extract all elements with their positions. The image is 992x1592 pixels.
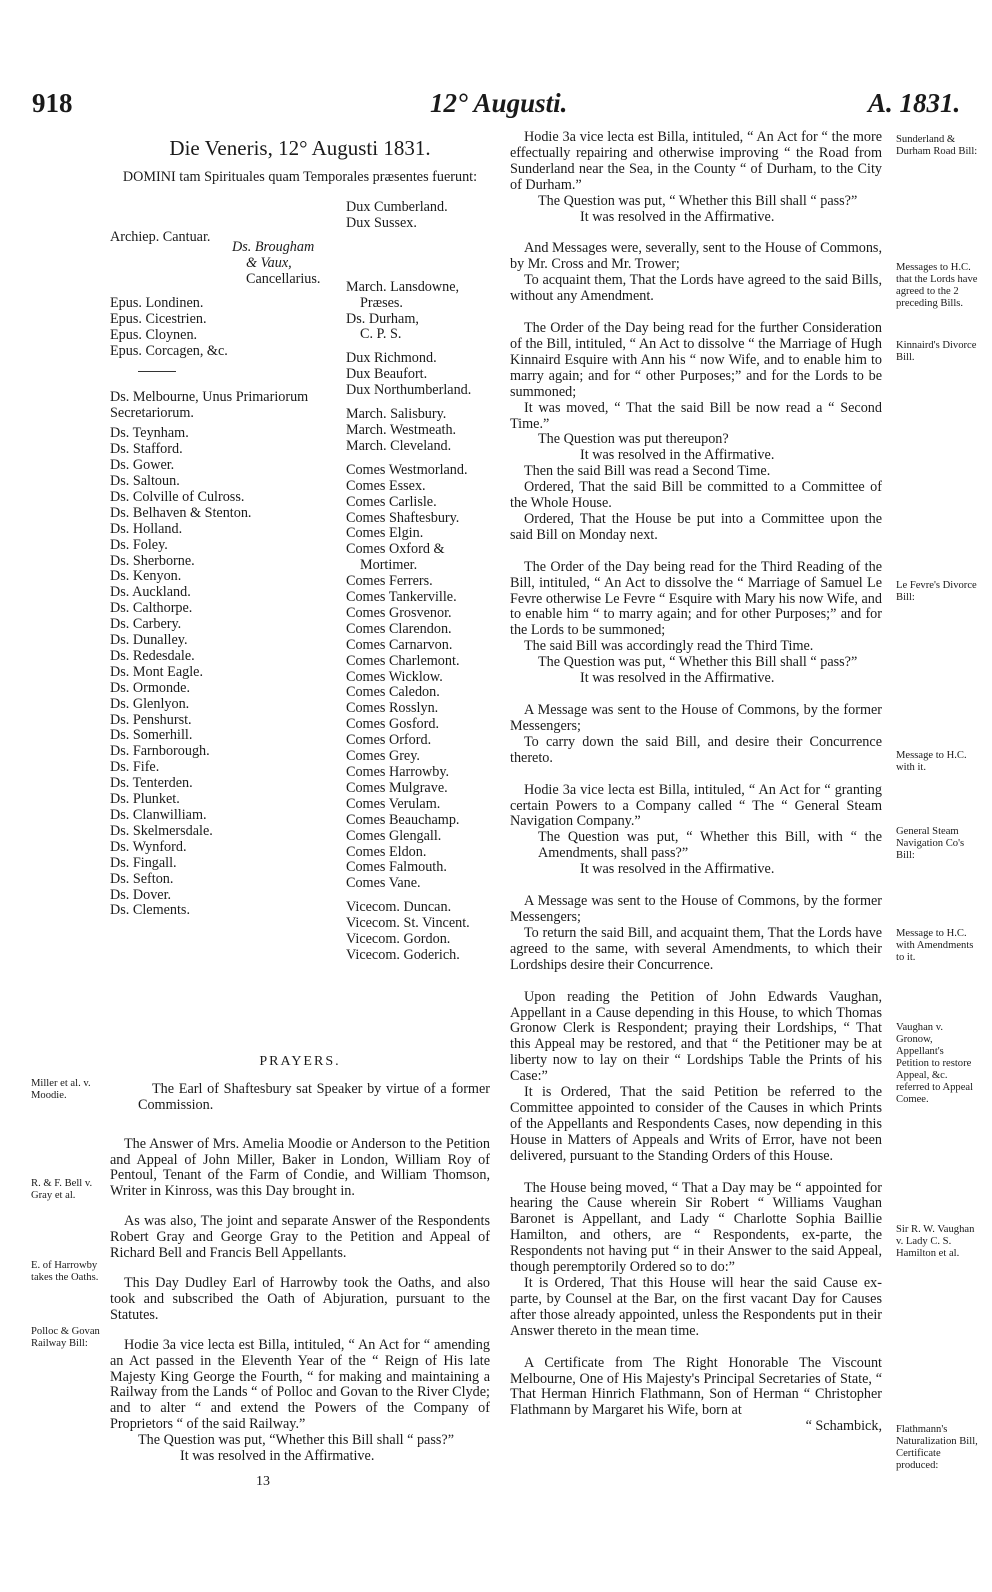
- margin-note-hamilton: Sir R. W. Vaughan v. Lady C. S. Hamilton et al.: [896, 1224, 975, 1259]
- lords-present: [110, 198, 490, 963]
- lord-entry: Comes Beauchamp.: [346, 811, 460, 828]
- lord-entry: Ds. Brougham: [232, 238, 315, 255]
- lord-entry: Ds. Mont Eagle.: [110, 663, 203, 680]
- lord-entry: Comes Tankerville.: [346, 589, 457, 606]
- lord-entry: Epus. Cloynen.: [110, 326, 198, 343]
- margin-note-lefevre: Le Fevre's Divorce Bill:: [896, 580, 977, 603]
- lord-entry: Comes Grey.: [346, 748, 420, 765]
- lord-entry: Cancellarius.: [246, 270, 321, 287]
- margin-note-bell: R. & F. Bell v. Gray et al.: [31, 1178, 93, 1201]
- lord-entry: Comes Falmouth.: [346, 859, 447, 876]
- lord-entry: Ds. Holland.: [110, 520, 183, 537]
- lord-entry: March. Westmeath.: [346, 421, 457, 438]
- sunderland-entry: Hodie 3a vice lecta est Billa, intituled, “ An Act for “ the more effectually repairing and otherwise improving “ the Road from Sunderland near the Sea, in the County “ of Durham, to the City of Durham.”: [510, 129, 882, 193]
- lord-entry: Præses.: [360, 294, 403, 311]
- message-amend-entry: A Message was sent to the House of Commons, by the former Messengers;: [510, 893, 882, 925]
- kinnaird-committee: Ordered, That the House be put into a Committee upon the said Bill on Monday next.: [510, 510, 882, 543]
- lord-entry: Dux Northumberland.: [346, 382, 472, 399]
- messages-entry: And Messages were, severally, sent to the House of Commons, by Mr. Cross and Mr. Trower;: [510, 240, 882, 273]
- lord-entry: Ds. Somerhill.: [110, 727, 193, 744]
- steam-question: The Question was put, “ Whether this Bill, with “ the Amendments, shall pass?”: [538, 829, 882, 862]
- lord-entry: Comes Oxford &: [346, 541, 445, 558]
- lord-entry: Comes Essex.: [346, 477, 426, 494]
- lord-entry: Ds. Calthorpe.: [110, 600, 193, 617]
- lord-entry: Ds. Clements.: [110, 902, 190, 919]
- lord-entry: Ds. Wynford.: [110, 838, 187, 855]
- lord-entry: Ds. Durham,: [346, 310, 419, 327]
- lefevre-result: It was resolved in the Affirmative.: [580, 670, 775, 687]
- margin-note-message-hc: Message to H.C. with it.: [896, 750, 967, 773]
- kinnaird-result: It was resolved in the Affirmative.: [580, 447, 775, 464]
- lord-entry: Ds. Kenyon.: [110, 568, 182, 585]
- harrowby-entry: This Day Dudley Earl of Harrowby took the Oaths, and also took and subscribed the Oath of Abjuration, pursuant to the Statutes.: [110, 1274, 490, 1323]
- lefevre-question: The Question was put, “ Whether this Bill shall “ pass?”: [538, 654, 858, 671]
- catchword: “ Schambick,: [805, 1418, 882, 1435]
- lord-entry: & Vaux,: [246, 254, 292, 271]
- vaughan-entry: Upon reading the Petition of John Edwards Vaughan, Appellant in a Cause depending in this House, to which Thomas Gronow Clerk is Respondent; praying their Lordships, “ That this Appeal may be restored, and that “ the Petitioner may be at liberty now to lay on their “ Lordships Table the Prints of his Case:”: [510, 988, 882, 1085]
- lord-entry: Dux Beaufort.: [346, 366, 428, 383]
- margin-note-message-amend: Message to H.C. with Amendments to it.: [896, 928, 974, 963]
- melbourne-entry: Ds. Melbourne, Unus Primariorum Secretariorum.: [110, 389, 309, 422]
- barons-list: [110, 426, 340, 919]
- page-number: 918: [32, 88, 73, 118]
- lord-entry: March. Salisbury.: [346, 406, 447, 423]
- lord-entry: Dux Richmond.: [346, 350, 437, 367]
- lord-entry: Ds. Belhaven & Stenton.: [110, 504, 252, 521]
- sunderland-question: The Question was put, “ Whether this Bill shall “ pass?”: [538, 192, 858, 209]
- lord-entry: Ds. Saltoun.: [110, 472, 180, 489]
- steam-result: It was resolved in the Affirmative.: [580, 861, 775, 878]
- lord-entry: Ds. Stafford.: [110, 441, 183, 458]
- sitting-title: Die Veneris, 12° Augusti 1831.: [169, 136, 431, 160]
- lord-entry: Comes Grosvenor.: [346, 604, 452, 621]
- margin-note-vaughan: Vaughan v. Gronow, Appellant's Petition to restore Appeal, &c. referred to Appeal Comee.: [896, 1022, 974, 1105]
- message-hc-entry: A Message was sent to the House of Commons, by the former Messengers;: [510, 702, 882, 734]
- lords-left-list: [110, 230, 340, 919]
- margin-note-harrowby: E. of Harrowby takes the Oaths.: [31, 1260, 99, 1283]
- lord-entry: Ds. Skelmersdale.: [110, 822, 213, 839]
- lord-entry: Comes Rosslyn.: [346, 700, 439, 717]
- moodie-entry: The Answer of Mrs. Amelia Moodie or Anderson to the Petition and Appeal of John Miller, Baker in London, William Roy of Pentoul, Tenant of the Farm of Condie, and William Thomson, Writer in Kinross, was this Day brought in.: [110, 1135, 490, 1200]
- lord-entry: Comes Glengall.: [346, 827, 442, 844]
- lord-entry: Comes Carnarvon.: [346, 636, 453, 653]
- lord-entry: Ds. Teynham.: [110, 425, 189, 442]
- margin-note-kinnaird: Kinnaird's Divorce Bill.: [896, 340, 977, 363]
- lord-entry: Ds. Fife.: [110, 759, 160, 776]
- margin-note-sunderland: Sunderland & Durham Road Bill:: [896, 134, 978, 157]
- domini-heading: DOMINI tam Spirituales quam Temporales præsentes fuerunt:: [122, 169, 478, 185]
- lords-right-list: [346, 200, 496, 964]
- lord-entry: Mortimer.: [360, 557, 418, 574]
- flathmann-entry: A Certificate from The Right Honorable The Viscount Melbourne, One of His Majesty's Principal Secretaries of State, “ That Herman Hinrich Flathmann, Son of Herman “ Christopher Flathmann by Margaret his Wife, born at: [510, 1354, 882, 1419]
- lord-entry: Comes Orford.: [346, 732, 432, 749]
- left-column: [110, 130, 490, 1465]
- lord-entry: Comes Carlisle.: [346, 493, 437, 510]
- kinnaird-entry: The Order of the Day being read for the further Consideration of the Bill, intituled, “ An Act to dissolve “ the Marriage of Hugh Kinnaird Esquire with Ann his “ now Wife, and to enable him to marry again; and for “ other Purposes;” and for the Lords to be summoned;: [510, 320, 882, 400]
- lord-entry: Ds. Dunalley.: [110, 632, 188, 649]
- lord-entry: Comes Verulam.: [346, 795, 441, 812]
- lord-entry: Dux Sussex.: [346, 214, 417, 231]
- lord-entry: Vicecom. St. Vincent.: [346, 915, 470, 932]
- kinnaird-committed: Ordered, That the said Bill be committed to a Committee of the Whole House.: [510, 479, 882, 512]
- bell-entry: As was also, The joint and separate Answer of the Respondents Robert Gray and George Gray to the Petition and Appeal of Richard Bell and Francis Bell Appellants.: [110, 1213, 490, 1262]
- divider: [138, 371, 176, 372]
- lord-entry: Comes Elgin.: [346, 525, 424, 542]
- signature-mark: 13: [256, 1474, 270, 1489]
- lord-entry: Vicecom. Duncan.: [346, 899, 452, 916]
- lord-entry: Epus. Cicestrien.: [110, 310, 207, 327]
- lord-entry: Vicecom. Goderich.: [346, 946, 460, 963]
- page-date: 12° Augusti.: [430, 88, 568, 118]
- polloc-result: It was resolved in the Affirmative.: [180, 1448, 375, 1465]
- lord-entry: Comes Wicklow.: [346, 668, 443, 685]
- lord-entry: Ds. Auckland.: [110, 584, 191, 601]
- vaughan-order: It is Ordered, That the said Petition be referred to the Committee appointed to consider of the Causes in which Prints of the Appellants and Respondents Cases, now depending in this House in Matters of Appeals and Writs of Error, have not been delivered, pursuant to the Standing Orders of this House.: [510, 1084, 882, 1164]
- hamilton-entry: The House being moved, “ That a Day may be “ appointed for hearing the Cause wherein Sir Robert “ Williams Vaughan Baronet is Appellant, and Lady “ Charlotte Sophia Baillie Hamilton, and others, are “ Respondents, ex-parte, the Respondents not having put “ in their Answer to the said Appeal, though peremptorily Ordered so to do:”: [510, 1179, 882, 1276]
- lord-entry: Ds. Sefton.: [110, 870, 174, 887]
- lord-entry: Comes Charlemont.: [346, 652, 460, 669]
- lord-entry: Ds. Clanwilliam.: [110, 807, 207, 823]
- hamilton-order: It is Ordered, That this House will hear the said Cause ex-parte, by Counsel at the Bar, on the first vacant Day for Causes after those already appointed, unless the Respondents put in their Answer thereto in the mean time.: [510, 1275, 882, 1339]
- lord-entry: Comes Clarendon.: [346, 620, 452, 637]
- message-amend-entry-2: To return the said Bill, and acquaint them, That the Lords have agreed to the same, with several Amendments, to which their Lordships desire their Concurrence.: [510, 924, 882, 973]
- lefevre-third-reading: The said Bill was accordingly read the Third Time.: [524, 638, 814, 655]
- lord-entry: Comes Caledon.: [346, 684, 440, 701]
- margin-note-moodie: Miller et al. v. Moodie.: [31, 1078, 91, 1101]
- lord-entry: Ds. Foley.: [110, 536, 168, 553]
- steam-entry: Hodie 3a vice lecta est Billa, intituled, “ An Act for “ granting certain Powers to a Company called “ The “ General Steam Navigation Company.”: [510, 781, 882, 830]
- lord-entry: Ds. Fingall.: [110, 854, 177, 871]
- polloc-question: The Question was put, “Whether this Bill shall “ pass?”: [138, 1432, 454, 1449]
- lord-entry: Ds. Ormonde.: [110, 679, 190, 696]
- right-column: [510, 130, 882, 1435]
- lord-entry: Comes Ferrers.: [346, 573, 433, 590]
- messages-entry-2: To acquaint them, That the Lords have agreed to the said Bills, without any Amendment.: [510, 272, 882, 305]
- margin-note-flathmann: Flathmann's Naturalization Bill, Certificate produced:: [896, 1424, 978, 1471]
- page-year: A. 1831.: [868, 88, 961, 118]
- sunderland-result: It was resolved in the Affirmative.: [580, 208, 775, 225]
- lord-entry: Comes Shaftesbury.: [346, 509, 460, 526]
- lord-entry: March. Cleveland.: [346, 437, 452, 454]
- kinnaird-motion: It was moved, “ That the said Bill be now read a “ Second Time.”: [510, 399, 882, 432]
- lord-entry: Ds. Carbery.: [110, 616, 182, 633]
- speaker-note: The Earl of Shaftesbury sat Speaker by virtue of a former Commission.: [138, 1080, 490, 1113]
- lord-entry: Epus. Corcagen, &c.: [110, 342, 228, 359]
- lord-entry: Ds. Colville of Culross.: [110, 488, 245, 505]
- lord-entry: Dux Cumberland.: [346, 198, 448, 215]
- lord-entry: Vicecom. Gordon.: [346, 931, 451, 948]
- message-hc-entry-2: To carry down the said Bill, and desire their Concurrence thereto.: [510, 733, 882, 766]
- kinnaird-question: The Question was put thereupon?: [538, 431, 729, 448]
- prayers-heading: PRAYERS.: [259, 1053, 341, 1069]
- margin-note-messages: Messages to H.C. that the Lords have agreed to the 2 preceding Bills.: [896, 262, 978, 309]
- lord-entry: March. Lansdowne,: [346, 278, 460, 295]
- lord-entry: Ds. Farnborough.: [110, 743, 210, 760]
- margin-note-steam: General Steam Navigation Co's Bill:: [896, 826, 965, 861]
- lord-entry: Ds. Sherborne.: [110, 552, 195, 569]
- lord-entry: C. P. S.: [360, 326, 402, 343]
- lord-entry: Comes Mulgrave.: [346, 779, 448, 796]
- lord-entry: Ds. Tenterden.: [110, 775, 193, 792]
- lord-entry: Ds. Plunket.: [110, 791, 180, 808]
- lord-entry: Ds. Redesdale.: [110, 647, 195, 664]
- lord-entry: Ds. Gower.: [110, 457, 175, 474]
- lord-entry: Comes Vane.: [346, 875, 421, 892]
- lord-entry: Comes Gosford.: [346, 716, 440, 733]
- lefevre-entry: The Order of the Day being read for the Third Reading of the Bill, intituled, “ An Act to dissolve the “ Marriage of Samuel Le Fevre otherwise Le Fevre “ Esquire with Mary his now Wife, and to enable him “ to marry again; and for other Purposes;” and for the Lords to be summoned;: [510, 558, 882, 639]
- lord-entry: Comes Harrowby.: [346, 764, 450, 780]
- margin-note-polloc: Polloc & Govan Railway Bill:: [31, 1326, 100, 1349]
- polloc-entry: Hodie 3a vice lecta est Billa, intituled, “ An Act for “ amending an Act passed in the Eleventh Year of the “ Reign of His late Majesty King George the Fourth, “ for making and maintaining a Railway from the Lands “ of Polloc and Govan to the River Clyde; and to alter “ and extend the Powers of the Company of Proprietors “ of the said Railway.”: [110, 1336, 490, 1433]
- lord-entry: Comes Eldon.: [346, 843, 427, 860]
- lord-entry: Ds. Penshurst.: [110, 711, 192, 728]
- kinnaird-second-reading: Then the said Bill was read a Second Time.: [524, 463, 771, 480]
- lord-entry: Ds. Glenlyon.: [110, 695, 190, 712]
- lord-entry: Ds. Dover.: [110, 886, 172, 903]
- lord-entry: Archiep. Cantuar.: [110, 228, 211, 245]
- lord-entry: Comes Westmorland.: [346, 461, 468, 478]
- lord-entry: Epus. Londinen.: [110, 294, 204, 311]
